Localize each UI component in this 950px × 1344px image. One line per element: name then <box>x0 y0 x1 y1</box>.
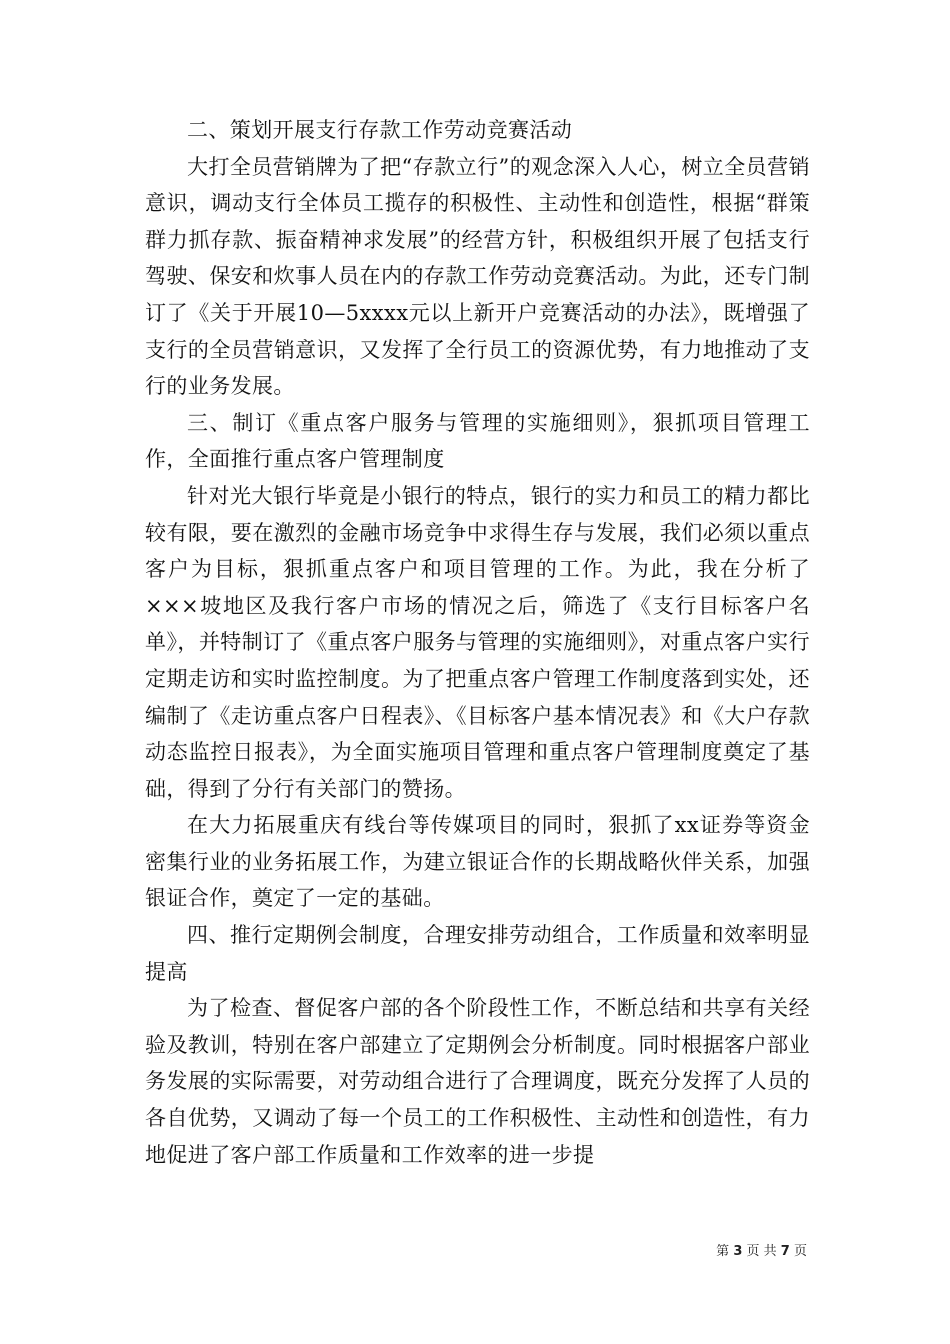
section-heading-4: 四、推行定期例会制度，合理安排劳动组合，工作质量和效率明显提高 <box>145 923 810 984</box>
footer-current-page: 3 <box>733 1244 743 1259</box>
document-body <box>145 112 810 1173</box>
section-heading-2: 二、策划开展支行存款工作劳动竞赛活动 <box>187 118 573 142</box>
footer-total-pages: 7 <box>780 1244 790 1259</box>
footer-middle: 页 共 <box>746 1244 777 1259</box>
paragraph-media-projects: 在大力拓展重庆有线台等传媒项目的同时，狠抓了xx证券等资金密集行业的业务拓展工作，为建立银证合作的长期战略伙伴关系，加强银证合作，奠定了一定的基础。 <box>145 813 810 911</box>
paragraph-key-clients: 针对光大银行毕竟是小银行的特点，银行的实力和员工的精力都比较有限，要在激烈的金融市场竞争中求得生存与发展，我们必须以重点客户为目标，狠抓重点客户和项目管理的工作。为此，我在分析了×××坡地区及我行客户市场的情况之后，筛选了《支行目标客户名单》，并特制订了《重点客户服务与管理的实施细则》，对重点客户实行定期走访和实时监控制度。为了把重点客户管理工作制度落到实处，还编制了《走访重点客户日程表》、《目标客户基本情况表》和《大户存款动态监控日报表》，为全面实施项目管理和重点客户管理制度奠定了基础，得到了分行有关部门的赞扬。 <box>145 483 810 801</box>
paragraph-regular-meetings: 为了检查、督促客户部的各个阶段性工作，不断总结和共享有关经验及教训，特别在客户部建立了定期例会分析制度。同时根据客户部业务发展的实际需要，对劳动组合进行了合理调度，既充分发挥了人员的各自优势，又调动了每一个员工的工作积极性、主动性和创造性，有力地促进了客户部工作质量和工作效率的进一步提 <box>145 996 810 1167</box>
paragraph-deposit-campaign: 大打全员营销牌为了把“存款立行”的观念深入人心，树立全员营销意识，调动支行全体员工揽存的积极性、主动性和创造性，根据“群策群力抓存款、振奋精神求发展”的经营方针，积极组织开展了包括支行驾驶、保安和炊事人员在内的存款工作劳动竞赛活动。为此，还专门制订了《关于开展10—5xxxx元以上新开户竞赛活动的办法》，既增强了支行的全员营销意识，又发挥了全行员工的资源优势，有力地推动了支行的业务发展。 <box>145 154 810 399</box>
section-heading-3: 三、制订《重点客户服务与管理的实施细则》，狠抓项目管理工作，全面推行重点客户管理制度 <box>145 410 810 472</box>
footer-suffix: 页 <box>793 1244 807 1259</box>
page-number-footer <box>716 1240 807 1259</box>
footer-prefix: 第 <box>716 1244 730 1259</box>
